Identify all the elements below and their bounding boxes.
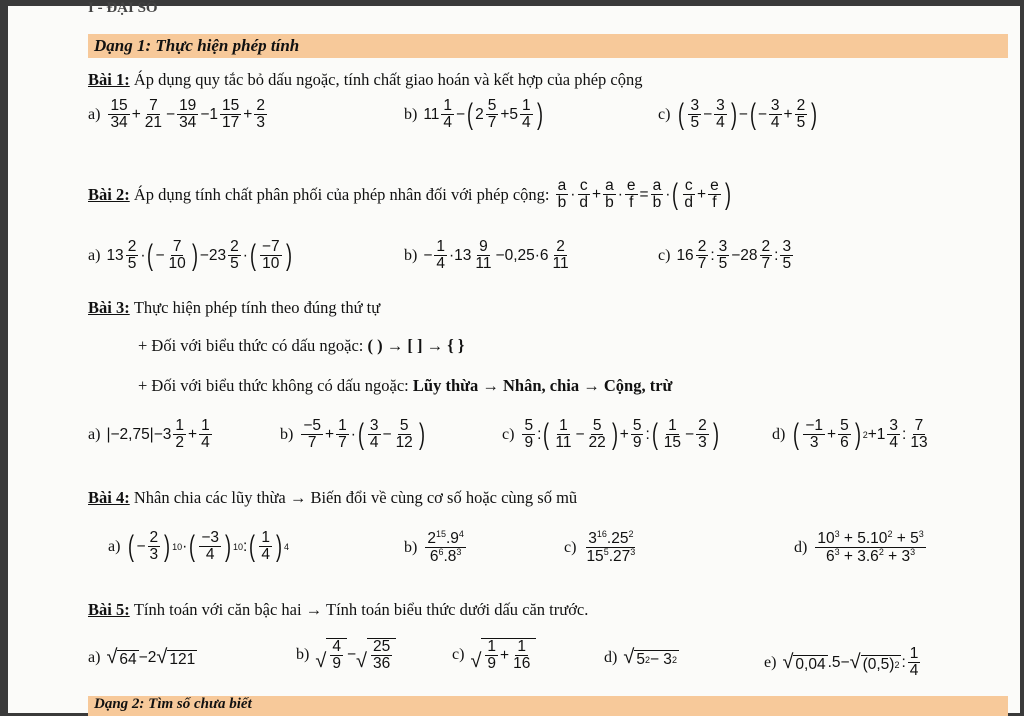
bai2-a	[88, 239, 294, 273]
item-label: c)	[658, 246, 671, 264]
bai5-label: Bài 5:	[88, 600, 130, 619]
bai4-a	[108, 530, 289, 564]
item-label: b)	[280, 425, 294, 443]
bai5-e	[764, 646, 922, 680]
section-title: Dạng 1: Thực hiện phép tính	[94, 36, 300, 55]
rule-text: + Đối với biểu thức có dấu ngoặc:	[138, 336, 364, 355]
bai5-d	[604, 646, 679, 669]
math-expression: ( 3 5 − 3 4 ) − ( − 3 4 + 2 5 )	[678, 97, 818, 132]
bai1-heading	[88, 70, 642, 90]
bai4-d	[794, 530, 928, 566]
item-label: a)	[88, 648, 101, 666]
bai2-c	[658, 239, 795, 273]
item-label: d)	[604, 648, 618, 666]
bai5-heading	[88, 600, 588, 620]
bai3-c	[502, 418, 721, 452]
item-label: b)	[296, 646, 310, 664]
math-expression: √ 5 2 − 3 2	[623, 646, 677, 668]
rule-sequence: ( ) → [ ] → { }	[367, 336, 465, 355]
bai3-rule1	[138, 336, 464, 356]
bai2-label: Bài 2:	[88, 184, 130, 204]
bai1-text: Áp dụng quy tắc bỏ dấu ngoặc, tính chất giao hoán và kết hợp của phép cộng	[133, 70, 643, 89]
item-label: d)	[772, 425, 786, 443]
item-label: b)	[404, 105, 418, 123]
math-expression: √ 0,04 .5− √ (0,5) 2 : 1 4	[782, 645, 919, 680]
bai5-b	[296, 638, 396, 673]
math-expression: ( − 2 3 ) 10 · ( −3 4 ) 10 : ( 1 4 ) 4	[128, 529, 289, 564]
rule-sequence: Lũy thừa → Nhân, chia → Cộng, trừ	[412, 376, 673, 395]
item-label: a)	[108, 537, 121, 555]
bai5-text: Tính toán với căn bậc hai → Tính toán biểu thức dưới dấu căn trước.	[133, 600, 589, 619]
bai5-a	[88, 646, 197, 669]
bai4-c	[564, 530, 639, 566]
bai2-b	[404, 239, 573, 273]
math-expression: √ 4 9 − √ 25 36	[315, 638, 396, 673]
item-label: c)	[564, 538, 577, 556]
math-expression: 16 2 7 : 3 5 −28 2 7 : 3 5	[676, 238, 792, 273]
item-label: b)	[404, 538, 418, 556]
bai1-b	[404, 98, 545, 132]
bai2-text: Áp dụng tính chất phân phối của phép nhân đối với phép cộng:	[133, 184, 550, 204]
math-expression: ( −1 3 + 5 6 ) 2 +1 3 4 : 7 13	[793, 417, 928, 452]
math-expression: |−2,75|−3 1 2 + 1 4	[106, 417, 210, 452]
item-label: c)	[658, 105, 671, 123]
item-label: a)	[88, 246, 101, 264]
item-label: b)	[404, 246, 418, 264]
section-heading-cut: I - ĐẠI SỐ	[88, 0, 158, 16]
bai3-a	[88, 418, 214, 452]
section-title: Dạng 2: Tìm số chưa biết	[94, 696, 252, 712]
bai3-label: Bài 3:	[88, 298, 130, 317]
bai4-text: Nhân chia các lũy thừa → Biến đổi về cùng cơ số hoặc cùng số mũ	[133, 488, 578, 507]
bai3-text: Thực hiện phép tính theo đúng thứ tự	[133, 298, 381, 317]
bai1-a	[88, 98, 269, 132]
bai1-label: Bài 1:	[88, 70, 130, 89]
rule-text: + Đối với biểu thức không có dấu ngoặc:	[138, 376, 409, 395]
math-expression: $10^3 + 5.10^2 + 5^3$ $6^3 + 3.6^2 + 3^3$	[817, 529, 924, 566]
bai1-c	[658, 98, 819, 132]
bai3-heading	[88, 298, 380, 318]
math-expression: − 1 4 ·13 9 11 −0,25·6 2 11	[423, 238, 569, 273]
bai2-heading	[88, 178, 733, 212]
bai4-b	[404, 530, 468, 566]
item-label: c)	[502, 425, 515, 443]
item-label: a)	[88, 105, 101, 123]
item-label: e)	[764, 653, 777, 671]
math-expression: √ 1 9 + 1 16	[470, 638, 536, 673]
math-expression: $2^{15}.9^4$ $6^6.8^3$	[427, 529, 464, 566]
bai4-heading	[88, 488, 577, 508]
math-expression: $3^{16}.25^2$ $15^5.27^3$	[586, 529, 636, 566]
math-expression: −5 7 + 1 7 · ( 3 4 − 5 12 )	[303, 417, 425, 452]
math-expression: √ 64 −2 √ 121	[106, 646, 196, 668]
math-expression: 15 34 + 7 21 − 19 34 −1 15 17 + 2 3	[110, 97, 265, 132]
math-expression: 13 2 5 · ( − 7 10 ) −23 2 5 · ( −7 10 )	[106, 238, 292, 273]
item-label: c)	[452, 646, 465, 664]
math-expression: 5 9 : ( 1 11 − 5 22 ) + 5 9 : ( 1 15 − 2 3 )	[524, 417, 719, 452]
bai3-rule2	[138, 376, 672, 396]
bai4-label: Bài 4:	[88, 488, 130, 507]
bai3-b	[280, 418, 427, 452]
bai3-d	[772, 418, 932, 452]
worksheet-page	[8, 0, 1020, 713]
bai5-c	[452, 638, 536, 673]
item-label: d)	[794, 538, 808, 556]
math-expression: 11 1 4 − ( 2 5 7 +5 1 4 )	[423, 97, 543, 132]
formula: a b · c d + a b · e f = a b · ( c d + e f )	[557, 177, 731, 212]
item-label: a)	[88, 425, 101, 443]
